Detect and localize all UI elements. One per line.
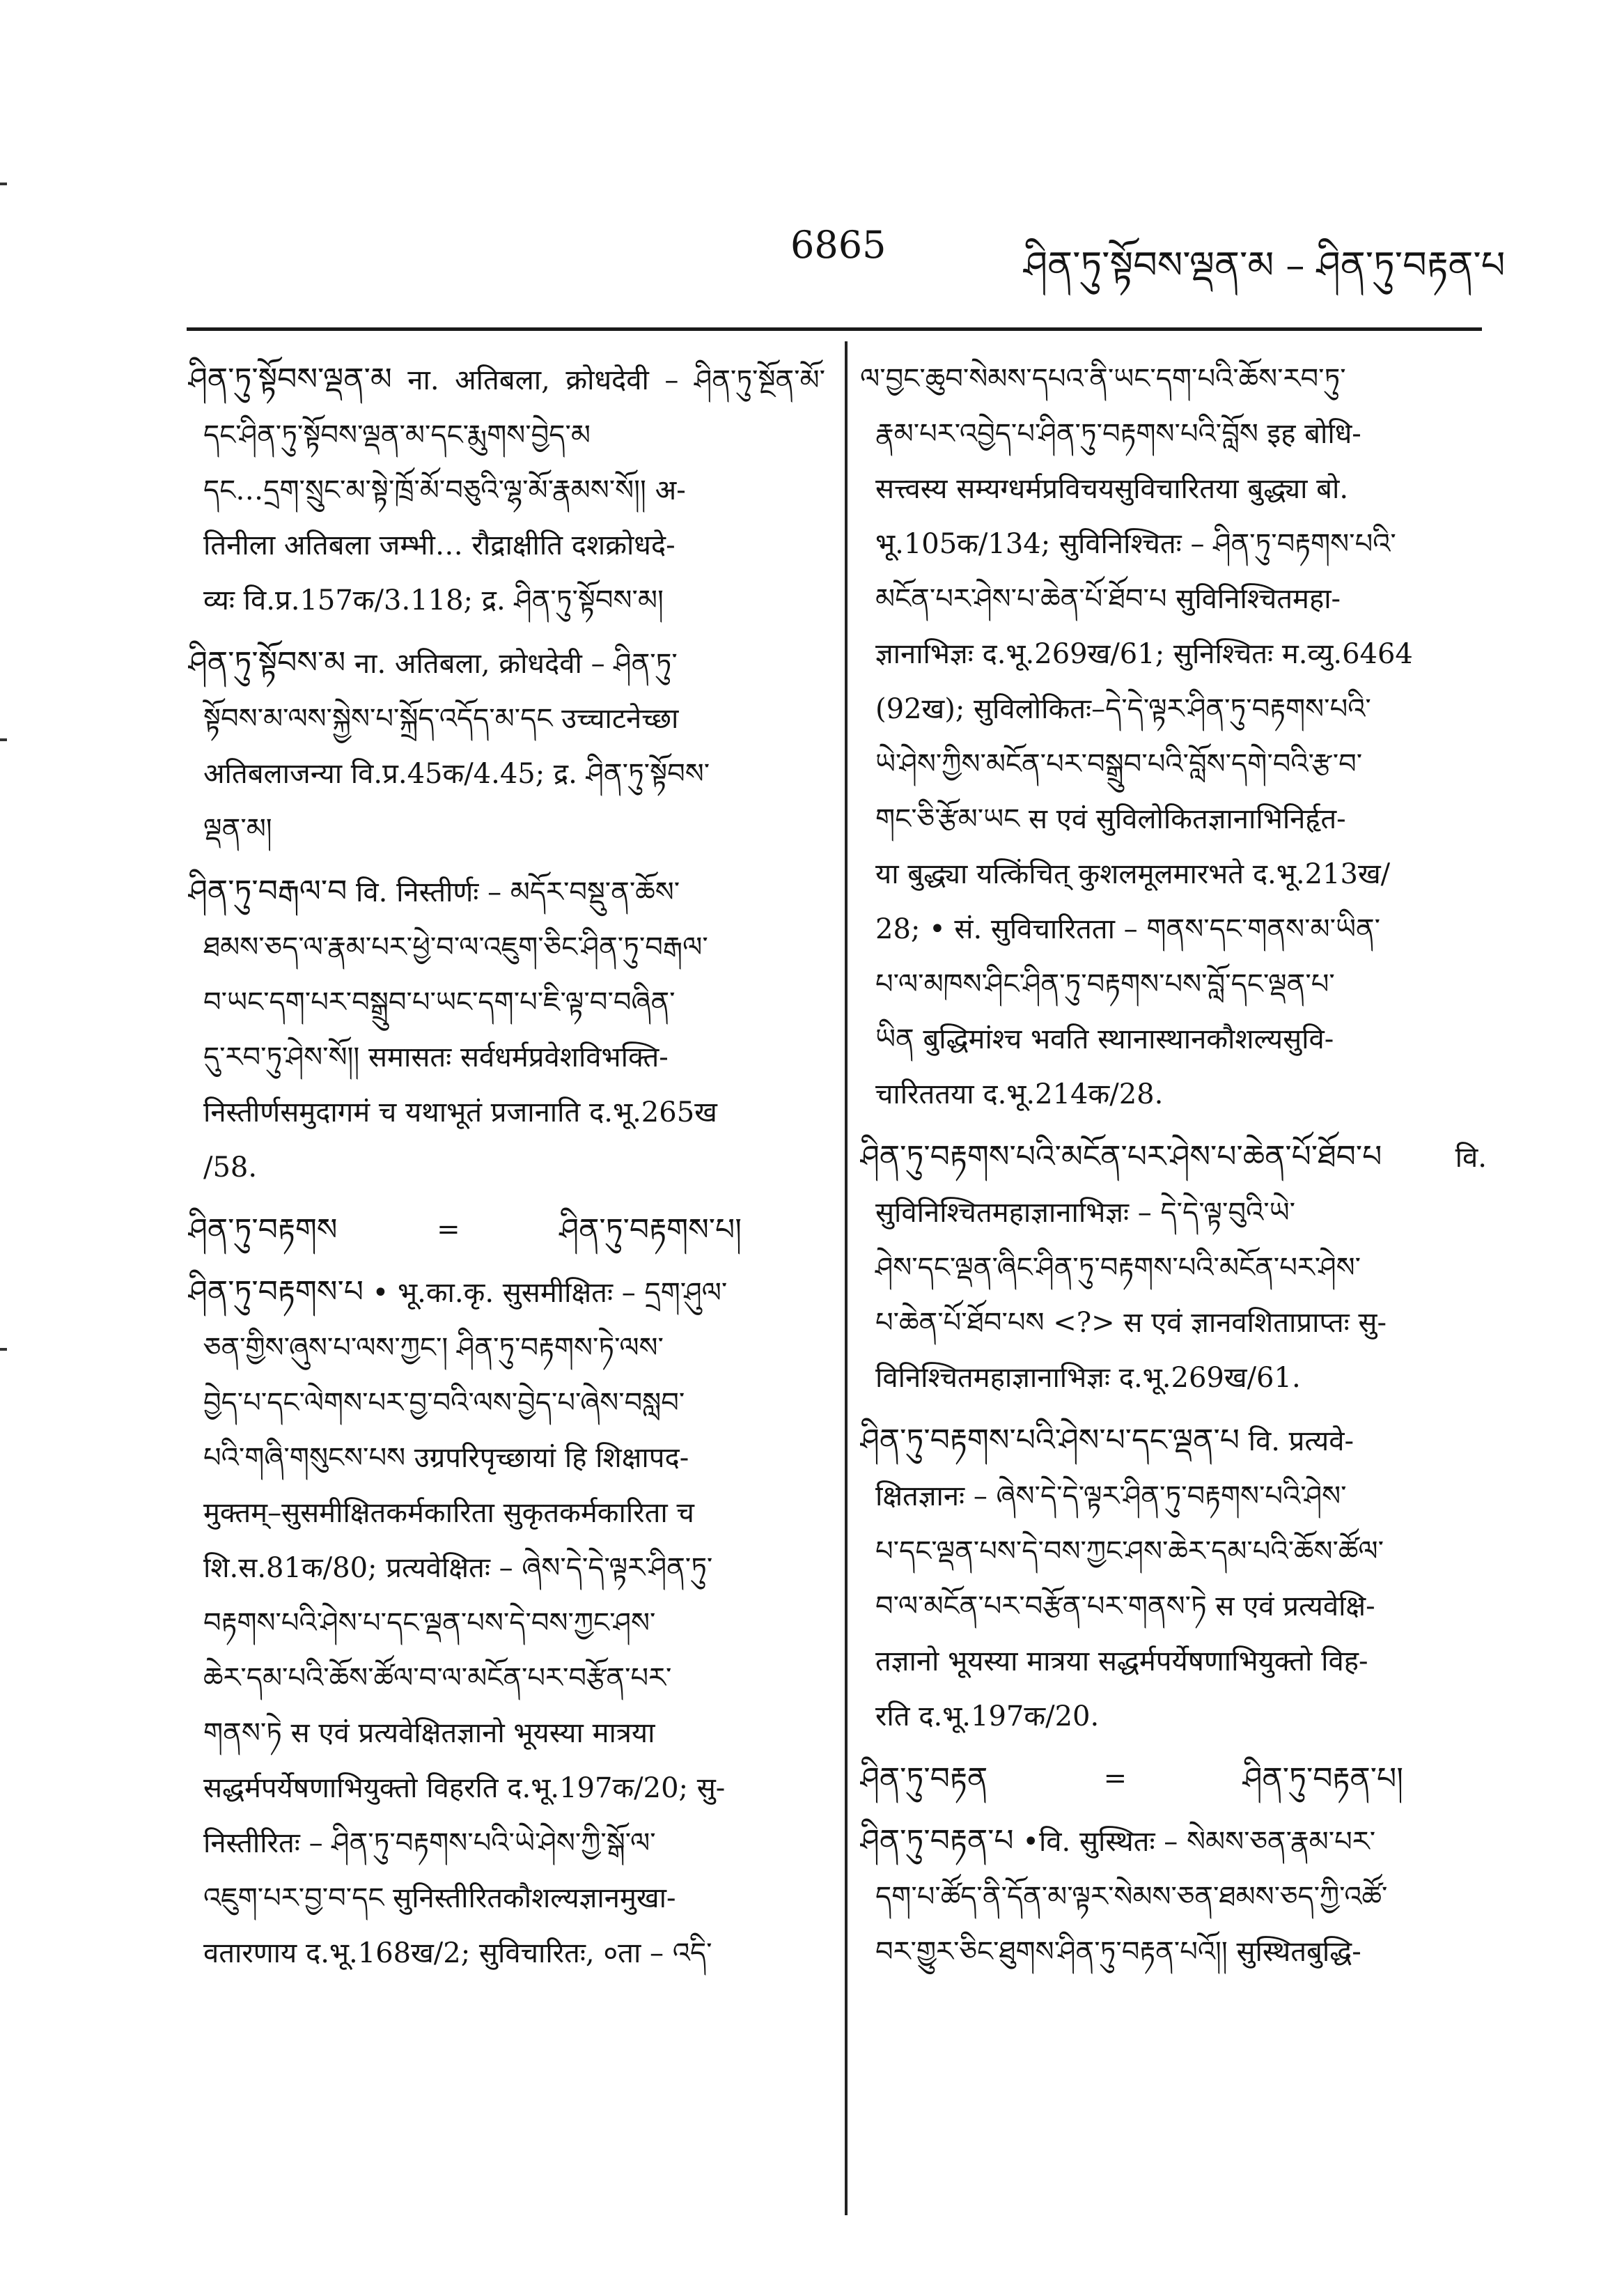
entry-text: • भू.का.कृ. सुसमीक्षितः – དྲག་ཤུལ་ [372, 1277, 728, 1309]
entry-text: ना. अतिबला, क्रोधदेवी – ཤིན་ཏུ་ [354, 648, 678, 680]
entry-text: པའི་གཞི་གསུངས་པས उग्रपरिपृच्छायां हि शिक्षापद- [203, 1442, 689, 1474]
entry-text: व्यः वि.प्र.157क/3.118; द्र. ཤིན་ཏུ་སྟོབས་མ། [203, 584, 664, 616]
entry-line [188, 1596, 825, 1651]
running-head: ཤིན་ཏུ་སྟོབས་ལྡན་མ – ཤིན་ཏུ་བརྟན་པ [1024, 243, 1506, 287]
entry-line [188, 802, 825, 857]
entry-text: निस्तीर्णसमुदागमं च यथाभूतं प्रजानाति द.भू.265ख [203, 1096, 717, 1129]
entry-line [188, 1431, 825, 1486]
entry-text: དང…དྲག་སྲུང་མ་སྟེ་ཁྲོ་མོ་བཅུའི་ལྷ་མོ་རྣམས་སོ།། अ- [203, 474, 686, 506]
entry-line [188, 518, 825, 573]
entry-line [860, 792, 1487, 847]
entry-text: (92ख); सुविलोकितः–དེ་དེ་ལྟར་ཤིན་ཏུ་བརྟགས་པའི་ [875, 693, 1371, 725]
entry-text: སྟོབས་མ་ལས་སྐྱེས་པ་སྐྲོད་འདོད་མ་དང उच्चाटनेच्छा [203, 703, 679, 735]
entry-line [188, 635, 825, 692]
entry-text: ལ་བྱང་ཆུབ་སེམས་དཔའ་ནི་ཡང་དག་པའི་ཆོས་རབ་ཏུ་ [860, 363, 1346, 395]
entry-text: 28; • सं. सुविचारितता – གནས་དང་གནས་མ་ཡིན་ [875, 913, 1381, 945]
entry-text: शि.स.81क/80; प्रत्यवेक्षितः – ཞེས་དེ་དེ་ལྟར་ཤིན་ཏུ་ [203, 1552, 713, 1584]
dictionary-entry [188, 635, 825, 857]
entry-line [860, 902, 1487, 957]
entry-text: ཆེར་དམ་པའི་ཆོས་ཚོལ་བ་ལ་མངོན་པར་བརྩོན་པར་ [203, 1662, 672, 1694]
entry-line [188, 692, 825, 747]
entry-text: བ་ཡང་དག་པར་བསྒྲུབ་པ་ཡང་དག་པ་ཇི་ལྟ་བ་བཞིན་ [203, 986, 676, 1018]
entry-line [188, 352, 825, 463]
dictionary-entry [860, 1413, 1487, 1744]
entry-line [188, 1376, 825, 1431]
dictionary-entry [860, 1129, 1487, 1406]
entry-headword: ཤིན་ཏུ་བརྟགས་པ [188, 1274, 364, 1310]
entry-line [860, 737, 1487, 792]
entry-text: अतिबलाजन्या वि.प्र.45क/4.45; द्र. ཤིན་ཏུ་སྟོབས་ [203, 758, 710, 790]
dictionary-entry [860, 1751, 1487, 1806]
entry-text: तज्ञानो भूयस्या मात्रया सद्धर्मपर्येषणाभियुक्तो विह- [875, 1645, 1368, 1677]
entry-line [860, 1925, 1487, 1980]
entry-text: भू.105क/134; सुविनिश्चितः – ཤིན་ཏུ་བརྟགས་པའི་ [875, 528, 1396, 560]
entry-line [860, 1413, 1487, 1469]
entry-line [860, 1813, 1487, 1870]
entry-text: •वि. सुस्थितः – སེམས་ཅན་རྣམ་པར་ [1022, 1826, 1376, 1858]
entry-text: निस्तीरितः – ཤིན་ཏུ་བརྟགས་པའི་ཡེ་ཤེས་ཀྱི་སྒོ་ལ་ [203, 1827, 656, 1859]
entry-line [860, 627, 1487, 682]
entry-text: པ་ཆེན་པོ་ཐོབ་པས <?> स एवं ज्ञानवशिताप्राप्तः सु- [875, 1307, 1387, 1339]
entry-text: चारिततया द.भू.214क/28. [875, 1078, 1164, 1110]
entry-line [860, 1351, 1487, 1406]
entry-text: བྱེད་པ་དང་ལེགས་པར་བྱ་བའི་ལས་བྱེད་པ་ཞེས་བསླབ་ [203, 1387, 685, 1419]
entry-headword: ཤིན་ཏུ་བརྒལ་བ [188, 874, 348, 909]
entry-headword: ཤིན་ཏུ་བརྟགས་པའི་ཤེས་པ་དང་ལྡན་པ [860, 1422, 1240, 1458]
entry-text: या बुद्ध्या यत्किंचित् कुशलमूलमारभते द.भू.213ख/ [875, 858, 1391, 890]
crossref-sign: = [437, 1213, 460, 1246]
entry-line [188, 573, 825, 628]
entry-line [188, 920, 825, 975]
crossref-sign: = [1103, 1762, 1127, 1794]
entry-line [188, 1321, 825, 1376]
entry-line [860, 1634, 1487, 1689]
entry-line [188, 747, 825, 802]
right-column [860, 352, 1487, 2226]
entry-line [188, 1486, 825, 1541]
entry-line [860, 682, 1487, 737]
entry-text: मुक्तम्–सुसमीक्षितकर्मकारिता सुकृतकर्मकारिता च [203, 1497, 694, 1529]
entry-line [860, 1067, 1487, 1122]
entry-text: འཇུག་པར་བྱ་བ་དང सुनिस्तीरितकौशल्यज्ञानमुखा- [203, 1882, 676, 1914]
entry-text: པ་ལ་མཁས་ཤིང་ཤིན་ཏུ་བརྟགས་པས་བློ་དང་ལྡན་པ་ [875, 968, 1335, 1000]
entry-line [860, 1870, 1487, 1925]
entry-line [188, 1541, 825, 1596]
entry-line [860, 572, 1487, 627]
entry-line [860, 352, 1487, 407]
scan-edge-mark [0, 738, 7, 741]
left-column [188, 352, 825, 2226]
scan-edge-mark [0, 183, 7, 185]
entry-text: विनिश्चितमहाज्ञानाभिज्ञः द.भू.269ख/61. [875, 1362, 1301, 1394]
entry-text: གནས་ཏེ स एवं प्रत्यवेक्षितज्ञानो भूयस्या मात्रया [203, 1717, 655, 1749]
entry-line [188, 975, 825, 1030]
entry-text: པ་དང་ལྡན་པས་དེ་བས་ཀྱང་ཤས་ཆེར་དམ་པའི་ཆོས་ཚོལ་ [875, 1535, 1384, 1567]
entry-line [188, 1871, 825, 1926]
entry-text: वि. प्रत्यवे- [1248, 1425, 1354, 1457]
dictionary-entry [188, 1202, 825, 1257]
dictionary-entry [860, 1813, 1487, 1980]
entry-text: ཡིན बुद्धिमांश्च भवति स्थानास्थानकौशल्यसुवि- [875, 1023, 1334, 1055]
entry-text: रति द.भू.197क/20. [875, 1700, 1100, 1732]
entry-line [860, 1579, 1487, 1634]
entry-line [860, 407, 1487, 462]
entry-headword: ཤིན་ཏུ་སྟོབས་མ [188, 645, 346, 681]
header-rule [187, 327, 1482, 331]
entry-line [188, 1926, 825, 1981]
entry-line [188, 1085, 825, 1140]
crossref-target: ཤིན་ཏུ་བརྟན་པ། [1242, 1761, 1403, 1797]
entry-text: ཅན་གྱིས་ཞུས་པ་ལས་ཀྱང་། ཤིན་ཏུ་བརྟགས་ཏེ་ལས་ [203, 1332, 664, 1364]
entry-text: ज्ञानाभिज्ञः द.भू.269ख/61; सुनिश्चितः म.व्यु.6464 [875, 638, 1413, 670]
entry-text: དག་པ་ཚོད་ནི་དོན་མ་ལྟར་སེམས་ཅན་ཐམས་ཅད་ཀྱི་འཚོ་ [875, 1881, 1388, 1913]
entry-text: /58. [203, 1151, 258, 1184]
entry-line [188, 1651, 825, 1706]
entry-headword: ཤིན་ཏུ་བརྟགས་པའི་མངོན་པར་ཤེས་པ་ཆེན་པོ་ཐོབ་པ [860, 1139, 1382, 1174]
entry-text: सद्धर्मपर्येषणाभियुक्तो विहरति द.भू.197क/20; सु- [203, 1772, 726, 1804]
page-number: 6865 [790, 223, 887, 267]
entry-text: དུ་རབ་ཏུ་ཤེས་སོ།། समासतः सर्वधर्मप्रवेशविभक्ति- [203, 1041, 669, 1073]
entry-text: ना. अतिबला, क्रोधदेवी – ཤིན་ཏུ་སྔོན་མོ་དང་ཤིན་ཏུ་སྟོབས་ལྡན་མ་དང་རྨུགས་བྱེད་མ [203, 364, 825, 451]
entry-headword: ཤིན་ཏུ་བརྟན་པ [860, 1823, 1014, 1859]
entry-line [188, 1264, 825, 1321]
entry-text: क्षितज्ञानः – ཞེས་དེ་དེ་ལྟར་ཤིན་ཏུ་བརྟགས་པའི་ཤེས་ [875, 1480, 1347, 1512]
entry-line [860, 1689, 1487, 1744]
entry-line [860, 517, 1487, 572]
crossref-target: ཤིན་ཏུ་བརྟགས་པ། [559, 1212, 742, 1248]
dictionary-entry [188, 864, 825, 1195]
entry-line [860, 1469, 1487, 1524]
entry-text: བར་གྱུར་ཅིང་ཐུགས་ཤིན་ཏུ་བརྟན་པའོ།། सुस्थितबुद्धि- [875, 1936, 1361, 1968]
entry-headword: ཤིན་ཏུ་སྟོབས་ལྡན་མ [188, 362, 392, 397]
entry-text: མངོན་པར་ཤེས་པ་ཆེན་པོ་ཐོབ་པ सुविनिश्चितमहा- [875, 583, 1341, 615]
entry-text: ཤེས་དང་ལྡན་ཞིང་ཤིན་ཏུ་བརྟགས་པའི་མངོན་པར་ཤེས་ [875, 1252, 1361, 1284]
entry-text: तिनीला अतिबला जम्भी… रौद्राक्षीति दशक्रोधदे- [203, 529, 676, 561]
entry-continuation [860, 352, 1487, 1122]
entry-line [188, 463, 825, 518]
entry-text: ཐམས་ཅད་ལ་རྣམ་པར་ཕྱེ་བ་ལ་འཇུག་ཅིང་ཤིན་ཏུ་བརྒལ་ [203, 931, 708, 963]
entry-text: བརྟགས་པའི་ཤེས་པ་དང་ལྡན་པས་དེ་བས་ཀྱང་ཤས་ [203, 1607, 656, 1639]
entry-line [188, 1816, 825, 1871]
entry-line [188, 1706, 825, 1761]
entry-line [860, 1524, 1487, 1579]
entry-line [188, 1140, 825, 1195]
entry-line [860, 957, 1487, 1012]
entry-line [188, 1761, 825, 1816]
entry-text: सत्त्वस्य सम्यग्धर्मप्रविचयसुविचारितया बुद्ध्या बो. [875, 473, 1349, 505]
entry-line [860, 1296, 1487, 1351]
entry-line [860, 462, 1487, 517]
entry-line [860, 1241, 1487, 1296]
dictionary-entry [188, 1264, 825, 1981]
entry-text: ཡེ་ཤེས་ཀྱིས་མངོན་པར་བསྒྲུབ་པའི་བློས་དགེ་བའི་རྩ་བ་ [875, 748, 1363, 780]
entry-text: གང་ཅི་རྩོམ་ཡང स एवं सुविलोकितज्ञानाभिनिर्हृत- [875, 803, 1346, 835]
entry-line [860, 1129, 1487, 1241]
entry-line [188, 1030, 825, 1085]
entry-headword: ཤིན་ཏུ་བརྟགས [188, 1212, 338, 1248]
entry-text: རྣམ་པར་འབྱེད་པ་ཤིན་ཏུ་བརྟགས་པའི་བློས इह बोधि- [875, 418, 1361, 450]
column-divider [845, 341, 848, 2215]
entry-text: वि. सुविनिश्चितमहाज्ञानाभिज्ञः – དེ་དེ་ལྟ་བུའི་ཡེ་ [875, 1142, 1487, 1229]
entry-headword: ཤིན་ཏུ་བརྟན [860, 1761, 988, 1797]
dictionary-entry [188, 352, 825, 628]
scan-edge-mark [0, 1348, 7, 1351]
entry-text: བ་ལ་མངོན་པར་བརྩོན་པར་གནས་ཏེ स एवं प्रत्यवेक्षि- [875, 1590, 1375, 1622]
entry-line [860, 847, 1487, 902]
entry-line [188, 864, 825, 920]
entry-text: वि. निस्तीर्णः – མདོར་བསྡུ་ན་ཆོས་ [356, 876, 680, 908]
entry-text: ལྡན་མ། [203, 813, 272, 845]
entry-line [860, 1012, 1487, 1067]
entry-text: वतारणाय द.भू.168ख/2; सुविचारितः, ०ता – འདི་ [203, 1937, 712, 1969]
